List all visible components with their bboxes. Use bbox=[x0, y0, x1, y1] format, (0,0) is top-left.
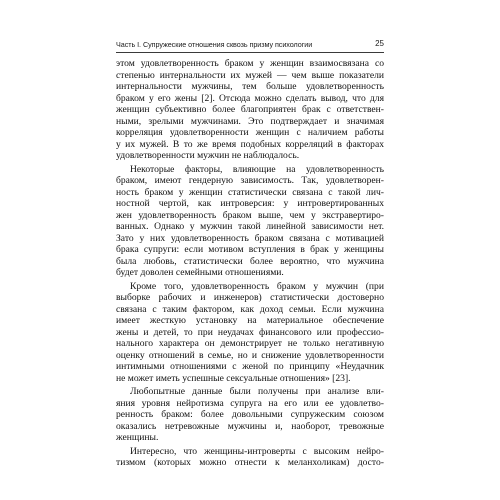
text-line: ренность браком: более довольными супружеским союзом bbox=[116, 409, 384, 420]
paragraph bbox=[116, 164, 384, 279]
text-line: будет доволен семейными отношениями. bbox=[116, 267, 284, 278]
text-line: женщин субъективно более благоприятен брак с ответствен- bbox=[116, 104, 384, 115]
text-line: была любовь, статистически более вероятно, что мужчина bbox=[116, 255, 384, 267]
text-line: этом удовлетворенность браком у женщин взаимосвязана со bbox=[116, 58, 384, 69]
paragraph bbox=[116, 446, 384, 469]
text-line: яния уровня нейротизма супруга на его или ее удовлетво- bbox=[116, 397, 384, 409]
text-line: оценку отношений в семье, но и снижение удовлетворенности bbox=[116, 349, 384, 361]
text-line: Зато у них удовлетворенность браком связана с мотивацией bbox=[116, 232, 384, 244]
text-line: удовлетворенности мужчин не наблюдалось. bbox=[116, 150, 300, 161]
text-line: степенью интернальности их мужей — чем выше показатели bbox=[116, 69, 384, 81]
text-line: ванных. Однако у мужчин такой линейной зависимости нет. bbox=[116, 221, 384, 232]
body-text bbox=[116, 58, 384, 469]
text-line: тизмом (которых можно отнести к меланхоликам) досто- bbox=[116, 457, 384, 468]
text-line: женщины. bbox=[116, 432, 159, 443]
text-line: ностной чертой, как интроверсия: у интровертированных bbox=[116, 198, 384, 209]
text-line: связана с таким фактором, как доход семьи. Если мужчина bbox=[116, 303, 384, 315]
paragraph bbox=[116, 386, 384, 444]
running-head-title: Часть I. Супружеские отношения сквозь призму психологии bbox=[116, 40, 313, 49]
text-line: нального характера он демонстрирует не только негативную bbox=[116, 338, 384, 349]
text-line: интернальности мужчины, тем больше удовлетворенность bbox=[116, 81, 384, 92]
text-line: имеет жесткую установку на материальное обеспечение bbox=[116, 315, 384, 326]
page-number: 25 bbox=[375, 39, 384, 48]
text-line: ность браком у женщин статистически связана с такой лич- bbox=[116, 186, 384, 198]
text-line: ными, зрелыми мужчинами. Это подтверждает и значимая bbox=[116, 115, 384, 127]
text-line: выборке рабочих и инженеров) статистически достоверно bbox=[116, 292, 384, 303]
text-line: браком, имеют гендерную зависимость. Так, удовлетворен- bbox=[116, 175, 384, 186]
text-line: интимными отношениями с женой по принципу «Неудачник bbox=[116, 361, 384, 372]
text-line: оказались нетревожные мужчины и, наоборот, тревожные bbox=[116, 420, 384, 432]
text-line: брака супруги: если мотивом вступления в брак у женщины bbox=[116, 244, 384, 255]
header-rule bbox=[116, 52, 384, 53]
text-line: Кроме того, удовлетворенность браком у мужчин (при bbox=[130, 280, 384, 292]
text-line: Интересно, что женщины-интроверты с высоким нейро- bbox=[130, 445, 384, 457]
text-line: Любопытные данные были получены при анализе вли- bbox=[130, 386, 384, 397]
text-line: браком у его жены [2]. Отсюда можно сделать вывод, что для bbox=[116, 92, 384, 104]
text-line: Некоторые факторы, влияющие на удовлетворенность bbox=[130, 163, 384, 175]
text-line: жен удовлетворенность браком выше, чем у экстравертиро- bbox=[116, 209, 384, 221]
text-line: не может иметь успешные сексуальные отношения» [23]. bbox=[116, 372, 351, 384]
text-line: у их мужей. В то же время подобных корреляций в факторах bbox=[116, 138, 384, 150]
paragraph bbox=[116, 58, 384, 162]
text-line: жены и детей, то при неудачах финансового или профессио- bbox=[116, 326, 384, 338]
text-line: корреляция удовлетворенности женщин с наличием работы bbox=[116, 127, 384, 138]
paragraph bbox=[116, 281, 384, 385]
